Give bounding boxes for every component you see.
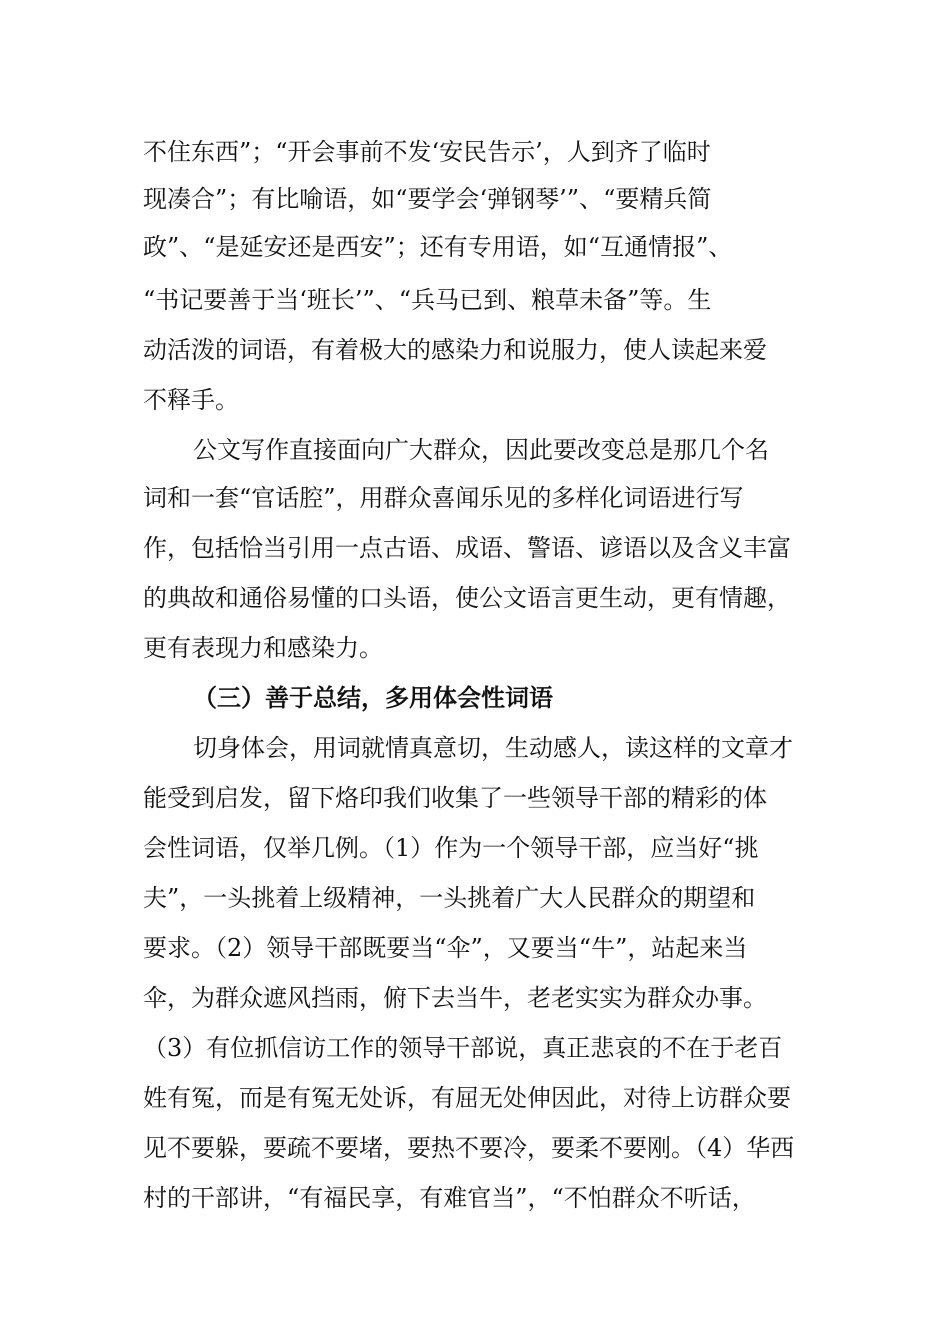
text-line: 现凑合”；有比喻语，如“要学会‘弹钢琴’”、“要精兵简 [143,185,712,213]
text-line: 姓有冤，而是有冤无处诉，有屈无处伸因此，对待上访群众要 [143,1084,791,1112]
text-line: 词和一套“官话腔”，用群众喜闻乐见的多样化词语进行写 [143,484,744,512]
text-line: 不住东西”；“开会事前不发‘安民告示’，人到齐了临时 [143,138,711,166]
text-line: 的典故和通俗易懂的口头语，使公文语言更生动，更有情趣， [143,584,791,612]
text-line: 动活泼的词语，有着极大的感染力和说服力，使人读起来爱 [143,336,767,364]
paragraph-first-line: 公文写作直接面向广大群众，因此要改变总是那几个名 [193,436,769,464]
text-line: （3）有位抓信访工作的领导干部说，真正悲哀的不在于老百 [143,1034,783,1062]
text-line: 能受到启发，留下烙印我们收集了一些领导干部的精彩的体 [143,784,767,812]
text-line: 见不要躲，要疏不要堵，要热不要冷，要柔不要刚。（4）华西 [143,1134,795,1162]
text-line: 伞，为群众遮风挡雨，俯下去当牛，老老实实为群众办事。 [143,984,767,1012]
text-line: 要求。（2）领导干部既要当“伞”，又要当“牛”，站起来当 [143,934,748,962]
text-line: “书记要善于当‘班长’”、“兵马已到、粮草未备”等。生 [143,286,712,314]
text-line: 不释手。 [143,386,239,414]
text-line: 村的干部讲，“有福民享，有难官当”，“不怕群众不听话， [143,1184,756,1212]
section-heading: （三）善于总结，多用体会性词语 [193,684,553,712]
text-line: 会性词语，仅举几例。（1）作为一个领导干部，应当好“挑 [143,834,759,862]
text-line: 政”、“是延安还是西安”；还有专用语，如“互通情报”、 [143,233,733,261]
text-line: 夫”，一头挑着上级精神，一头挑着广大人民群众的期望和 [143,884,756,912]
text-line: 作，包括恰当引用一点古语、成语、警语、谚语以及含义丰富 [143,534,791,562]
paragraph-first-line: 切身体会，用词就情真意切，生动感人，读这样的文章才 [193,734,793,762]
text-line: 更有表现力和感染力。 [143,634,383,662]
